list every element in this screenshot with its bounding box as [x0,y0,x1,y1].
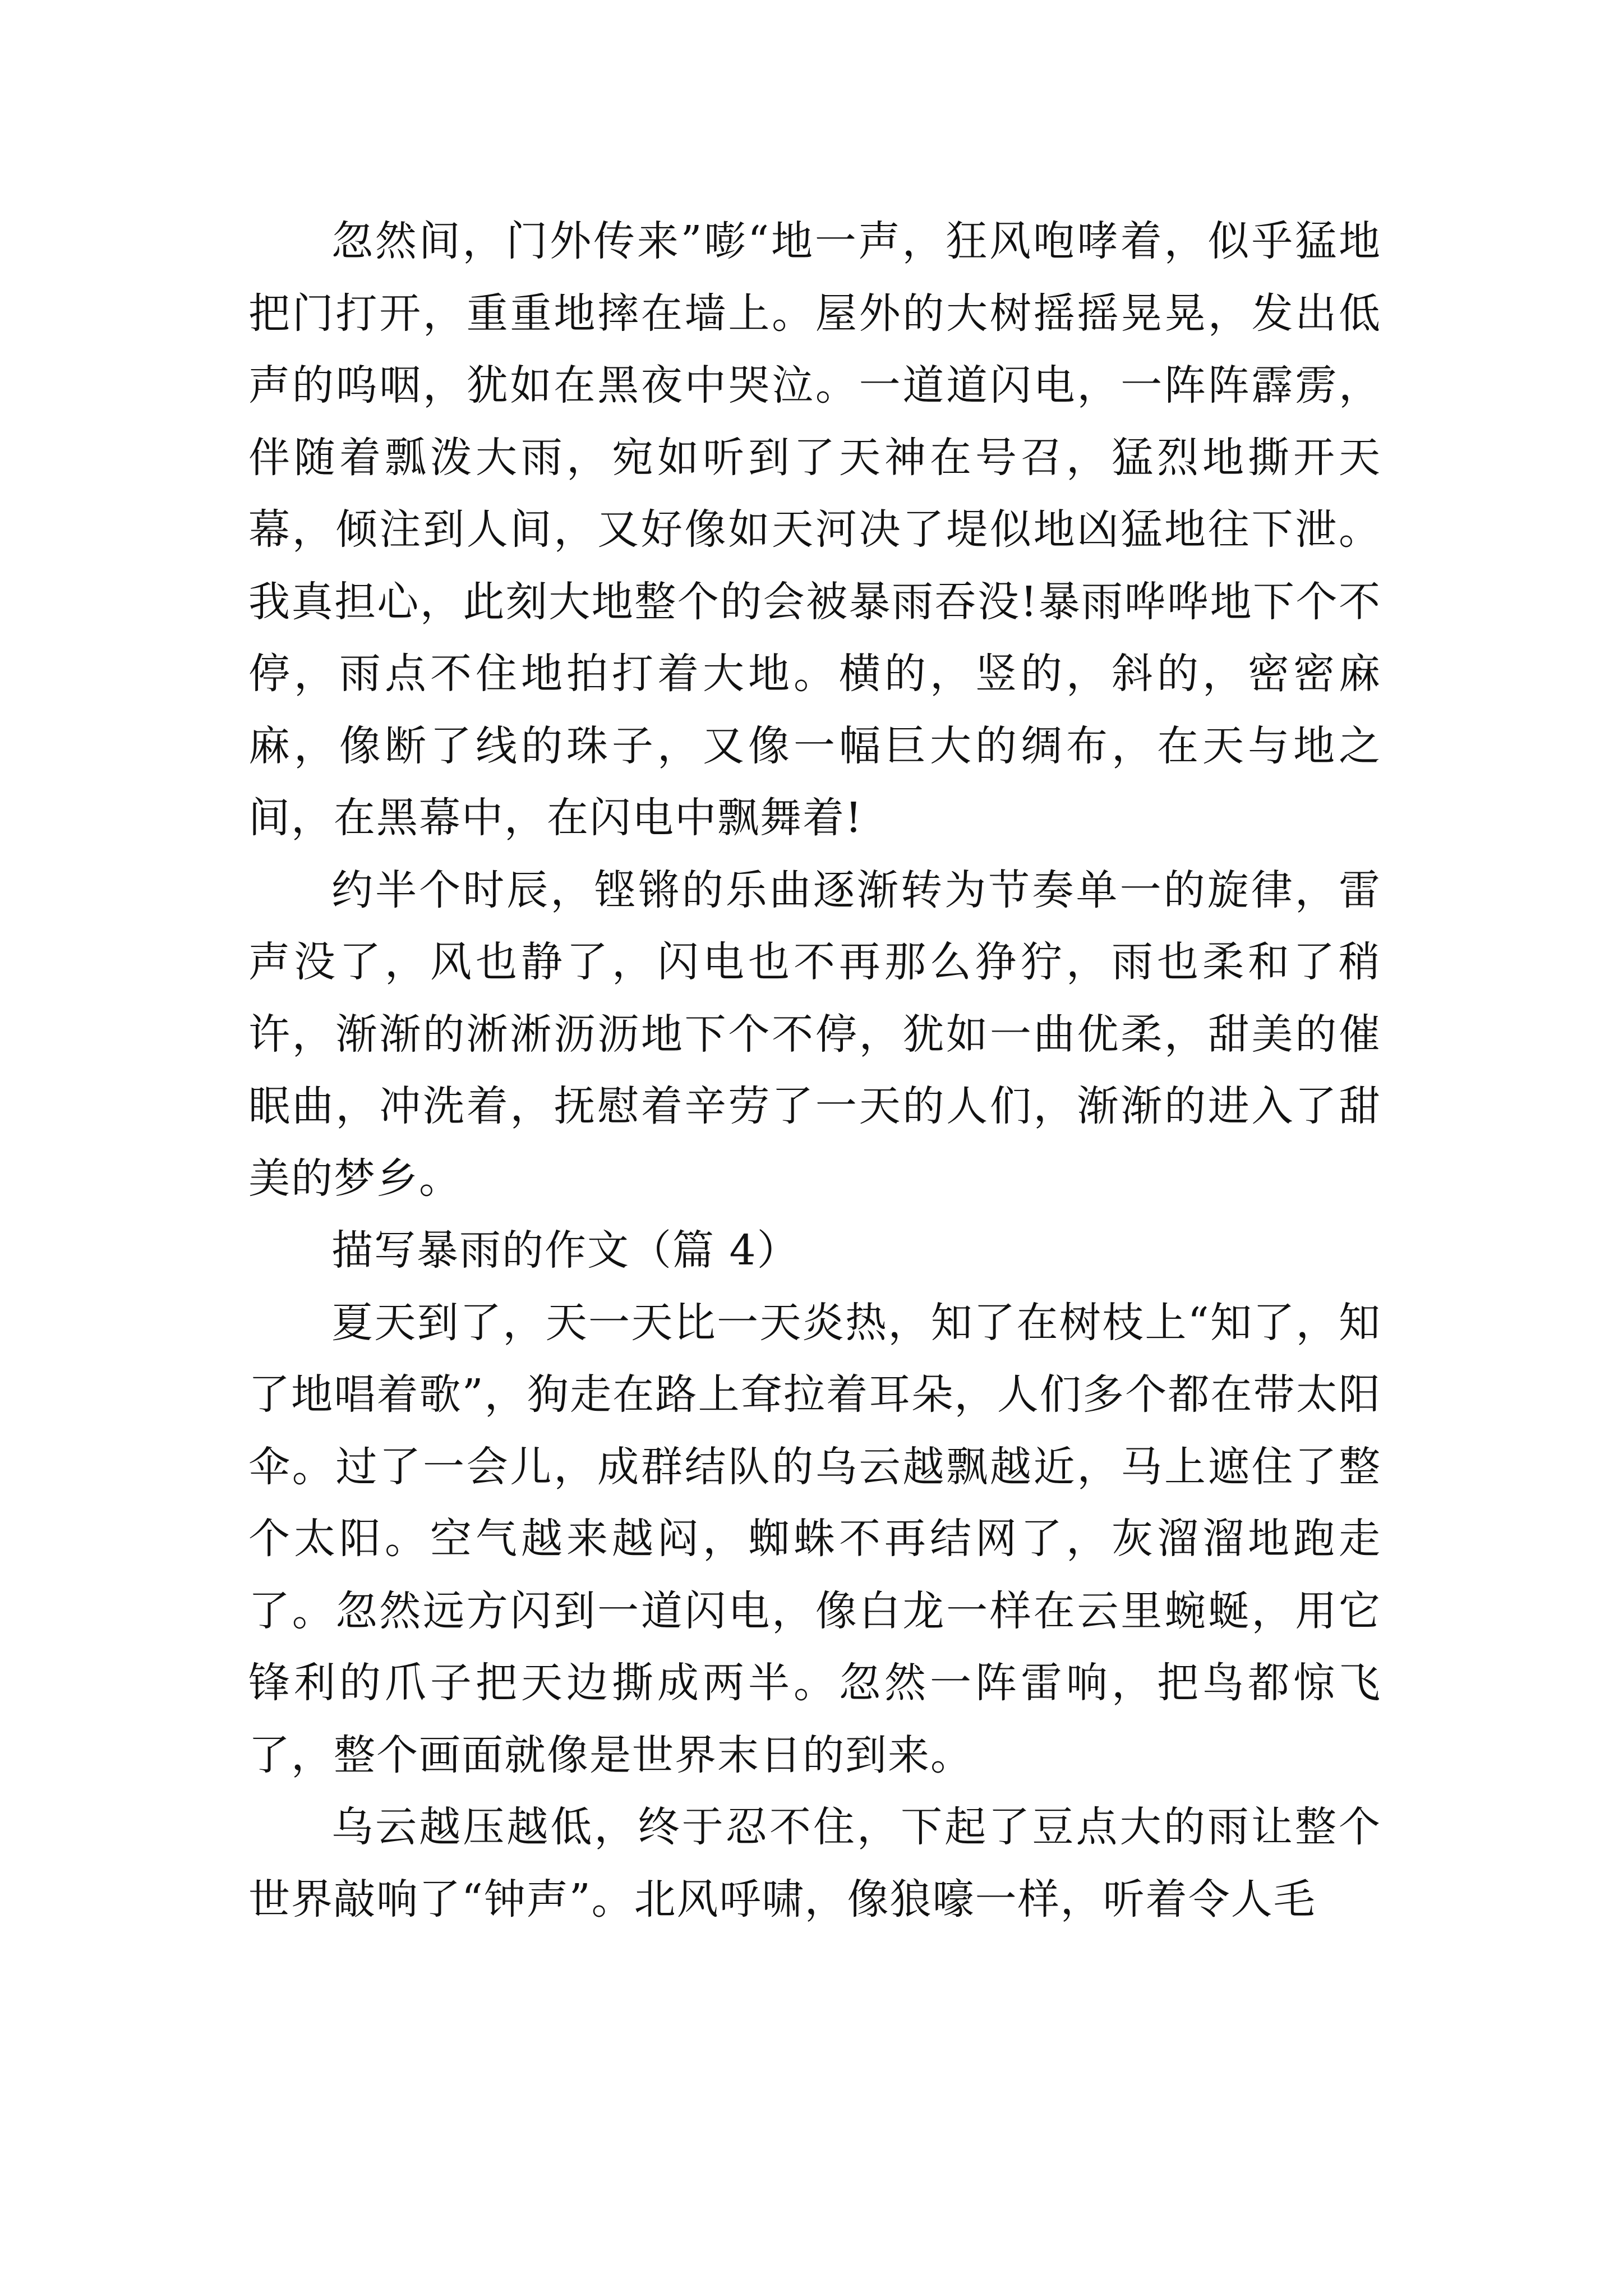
section-heading: 描写暴雨的作文（篇 4） [331,1226,800,1274]
paragraph-summer-storm: 夏天到了，天一天比一天炎热，知了在树枝上“知了，知了地唱着歌”，狗走在路上耷拉着耳朵，人们多个都在带太阳伞。过了一会儿，成群结队的乌云越飘越近，马上遮住了整个太阳。空气越来越闷，蜘蛛不再结网了，灰溜溜地跑走了。忽然远方闪到一道闪电，像白龙一样在云里蜿蜒，用它锋利的爪子把天边撕成两半。忽然一阵雷响，把鸟都惊飞了，整个画面就像是世界末日的到来。 [248,1298,1381,1779]
paragraph-storm-night: 忽然间，门外传来”嘭“地一声，狂风咆哮着，似乎猛地把门打开，重重地摔在墙上。屋外的大树摇摇晃晃，发出低声的呜咽，犹如在黑夜中哭泣。一道道闪电，一阵阵霹雳，伴随着瓢泼大雨，宛如听到了天神在号召，猛烈地撕开天幕，倾注到人间，又好像如天河决了堤似地凶猛地往下泄。我真担心，此刻大地整个的会被暴雨吞没!暴雨哗哗地下个不停，雨点不住地拍打着大地。横的，竖的，斜的，密密麻麻，像断了线的珠子，又像一幅巨大的绸布，在天与地之间，在黑幕中，在闪电中飘舞着! [248,217,1381,842]
document-body [248,205,1381,1935]
paragraph-dark-clouds: 乌云越压越低，终于忍不住，下起了豆点大的雨让整个世界敲响了“钟声”。北风呼啸，像狼嚎一样，听着令人毛 [248,1803,1381,1924]
paragraph-storm-calm: 约半个时辰，铿锵的乐曲逐渐转为节奏单一的旋律，雷声没了，风也静了，闪电也不再那么狰狞，雨也柔和了稍许，渐渐的淅淅沥沥地下个不停，犹如一曲优柔，甜美的催眠曲，冲洗着，抚慰着辛劳了一天的人们，渐渐的进入了甜美的梦乡。 [248,866,1381,1203]
